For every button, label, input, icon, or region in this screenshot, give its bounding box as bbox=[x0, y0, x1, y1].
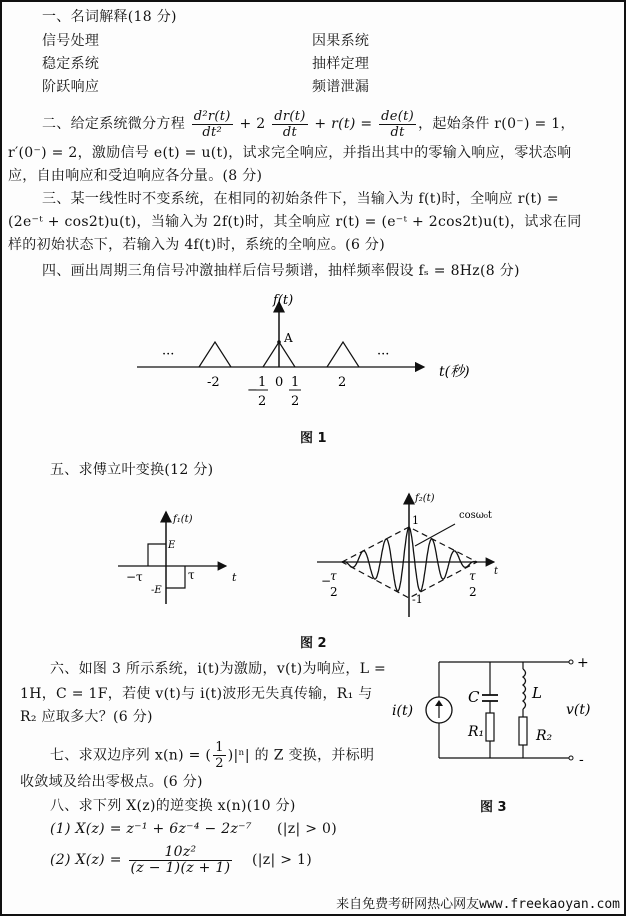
t-label: t bbox=[494, 566, 499, 577]
pulse-positive bbox=[148, 544, 166, 566]
q8-item2-roc: (|z| > 1) bbox=[252, 852, 312, 868]
tick-half-den: 2 bbox=[291, 394, 300, 409]
ellipsis-right: ··· bbox=[377, 347, 390, 362]
q6-line3: R₂ 应取多大？(6 分) bbox=[20, 709, 153, 725]
frac-half: $\frac{1}{2}$ bbox=[215, 740, 224, 771]
q2-line3: 应，自由响应和受迫响应各分量。(8 分) bbox=[8, 168, 263, 184]
q8-item1-roc: (|z| > 0) bbox=[277, 821, 337, 837]
tau-label: τ bbox=[188, 568, 195, 582]
peak-point bbox=[277, 340, 281, 344]
term-spectral-leakage: 频谱泄漏 bbox=[312, 79, 370, 95]
q7-text-a: 七、求双边序列 x(n) = ( bbox=[50, 747, 212, 764]
tick-neg-half-minus: − bbox=[247, 383, 258, 398]
resistor-R1 bbox=[486, 713, 494, 741]
tick-0: 0 bbox=[275, 375, 284, 390]
tick-neg-half-den: 2 bbox=[258, 394, 267, 409]
cos-label: cosω₀t bbox=[459, 510, 492, 521]
tau-den: 2 bbox=[469, 585, 477, 599]
negE-label: -E bbox=[151, 585, 162, 596]
plus-r: + r(t) = bbox=[314, 116, 373, 132]
f1-label: f₁(t) bbox=[173, 514, 193, 525]
C-label: C bbox=[468, 688, 480, 706]
q7-text-b: )|ⁿ| 的 Z 变换，并标明 bbox=[227, 747, 375, 764]
figure-1-caption: 图 1 bbox=[300, 431, 327, 446]
q8-item2-lhs: (2) X(z) = bbox=[50, 852, 122, 868]
q7-line2: 收敛域及给出零极点。(6 分) bbox=[20, 774, 203, 790]
figure-2-caption: 图 2 bbox=[300, 636, 327, 651]
frac-item2: $\frac{\text{10z²}}{(z - 1)(z + 1)}$ bbox=[130, 843, 231, 876]
figure-2a-f1 bbox=[102, 502, 262, 612]
cos-pointer-line bbox=[415, 524, 455, 546]
plus-two: + 2 bbox=[239, 116, 266, 132]
terminal-minus bbox=[569, 756, 573, 760]
q3-line2: (2e⁻ᵗ + cos2t)u(t)，当输入为 2f(t)时，其全响应 r(t) = (e⁻ᵗ + 2cos2t)u(t)，试求在同 bbox=[8, 214, 582, 230]
neg-tau-num: τ bbox=[330, 569, 337, 583]
q3-line1: 三、某一线性时不变系统，在相同的初始条件下，当输入为 f(t)时，全响应 r(t) = bbox=[42, 191, 559, 207]
peak-label-A: A bbox=[284, 331, 293, 345]
term-sampling-theorem: 抽样定理 bbox=[312, 56, 370, 72]
term-stable-system: 稳定系统 bbox=[42, 56, 100, 72]
frac-dr: $\frac{dr(t)}{dt}$ bbox=[274, 108, 306, 140]
tick-neg2: -2 bbox=[207, 375, 220, 390]
neg-tau-den: 2 bbox=[330, 585, 338, 599]
neg-tau-label: −τ bbox=[126, 570, 143, 584]
frac-de: $\frac{de(t)}{dt}$ bbox=[381, 108, 415, 140]
one-label: 1 bbox=[412, 514, 419, 527]
term-causal-system: 因果系统 bbox=[312, 33, 370, 49]
resistor-R2 bbox=[519, 717, 527, 745]
initial-condition: ，起始条件 r(0⁻) = 1， bbox=[418, 116, 575, 132]
watermark: 来自免费考研网热心网友www.freekaoyan.com bbox=[336, 897, 620, 912]
term-signal-processing: 信号处理 bbox=[42, 33, 100, 49]
figure-3-circuit bbox=[392, 652, 624, 822]
R1-label: R₁ bbox=[468, 724, 485, 740]
t-axis-label: t(秒) bbox=[439, 364, 470, 380]
q8-item1: (1) X(z) = z⁻¹ + 6z⁻⁴ − 2z⁻⁷ bbox=[50, 821, 252, 837]
q3-line3: 样的初始状态下，若输入为 4f(t)时，系统的全响应。(6 分) bbox=[8, 237, 385, 253]
minus-label: - bbox=[579, 752, 584, 768]
plus-label: + bbox=[577, 655, 589, 671]
tick-2: 2 bbox=[338, 375, 347, 390]
triangle-at-2 bbox=[327, 342, 359, 367]
terminal-plus bbox=[569, 660, 573, 664]
inductor-L bbox=[523, 669, 526, 709]
source-label: i(t) bbox=[392, 703, 414, 719]
output-label: v(t) bbox=[566, 702, 591, 718]
f2-label: f₂(t) bbox=[415, 493, 435, 504]
q1-title: 一、名词解释(18 分) bbox=[42, 9, 177, 25]
q2-line1 bbox=[42, 106, 575, 142]
q6-line2: 1H，C = 1F，若使 v(t)与 i(t)波形无失真传输，R₁ 与 bbox=[20, 686, 373, 702]
R2-label: R₂ bbox=[536, 728, 553, 744]
pulse-negative bbox=[166, 566, 185, 588]
ellipsis-left: ··· bbox=[162, 347, 175, 362]
q8-title: 八、求下列 X(z)的逆变换 x(n)(10 分) bbox=[50, 798, 296, 814]
f-axis-label: f(t) bbox=[273, 293, 294, 308]
q8-item2 bbox=[50, 842, 234, 878]
t-label: t bbox=[232, 571, 237, 584]
E-label: E bbox=[168, 540, 176, 551]
tick-half-num: 1 bbox=[291, 375, 300, 390]
figure-2b-f2 bbox=[302, 482, 502, 652]
neg-one-label: -1 bbox=[412, 593, 423, 606]
triangle-at-neg2 bbox=[199, 342, 231, 367]
q7-line1 bbox=[50, 740, 374, 771]
q4-line1: 四、画出周期三角信号冲激抽样后信号频谱，抽样频率假设 fₛ = 8Hz(8 分) bbox=[42, 263, 520, 279]
q2-line2: r′(0⁻) = 2，激励信号 e(t) = u(t)，试求完全响应，并指出其中的零输入响应，零状态响 bbox=[8, 145, 572, 161]
tick-neg-half-num: 1 bbox=[258, 375, 267, 390]
neg-tau-minus: − bbox=[321, 574, 332, 588]
figure-1-triangle-signal bbox=[2, 282, 624, 442]
term-step-response: 阶跃响应 bbox=[42, 79, 100, 95]
q5-title: 五、求傅立叶变换(12 分) bbox=[50, 462, 214, 478]
tau-num: τ bbox=[469, 569, 476, 583]
figure-3-caption: 图 3 bbox=[480, 800, 507, 815]
q6-line1: 六、如图 3 所示系统，i(t)为激励，v(t)为响应，L = bbox=[50, 661, 387, 677]
L-label: L bbox=[532, 684, 542, 702]
frac-d2r: $\frac{\text{d²r(t)}}{\text{dt²}}$ bbox=[193, 108, 231, 140]
q2-intro: 二、给定系统微分方程 bbox=[42, 116, 185, 132]
